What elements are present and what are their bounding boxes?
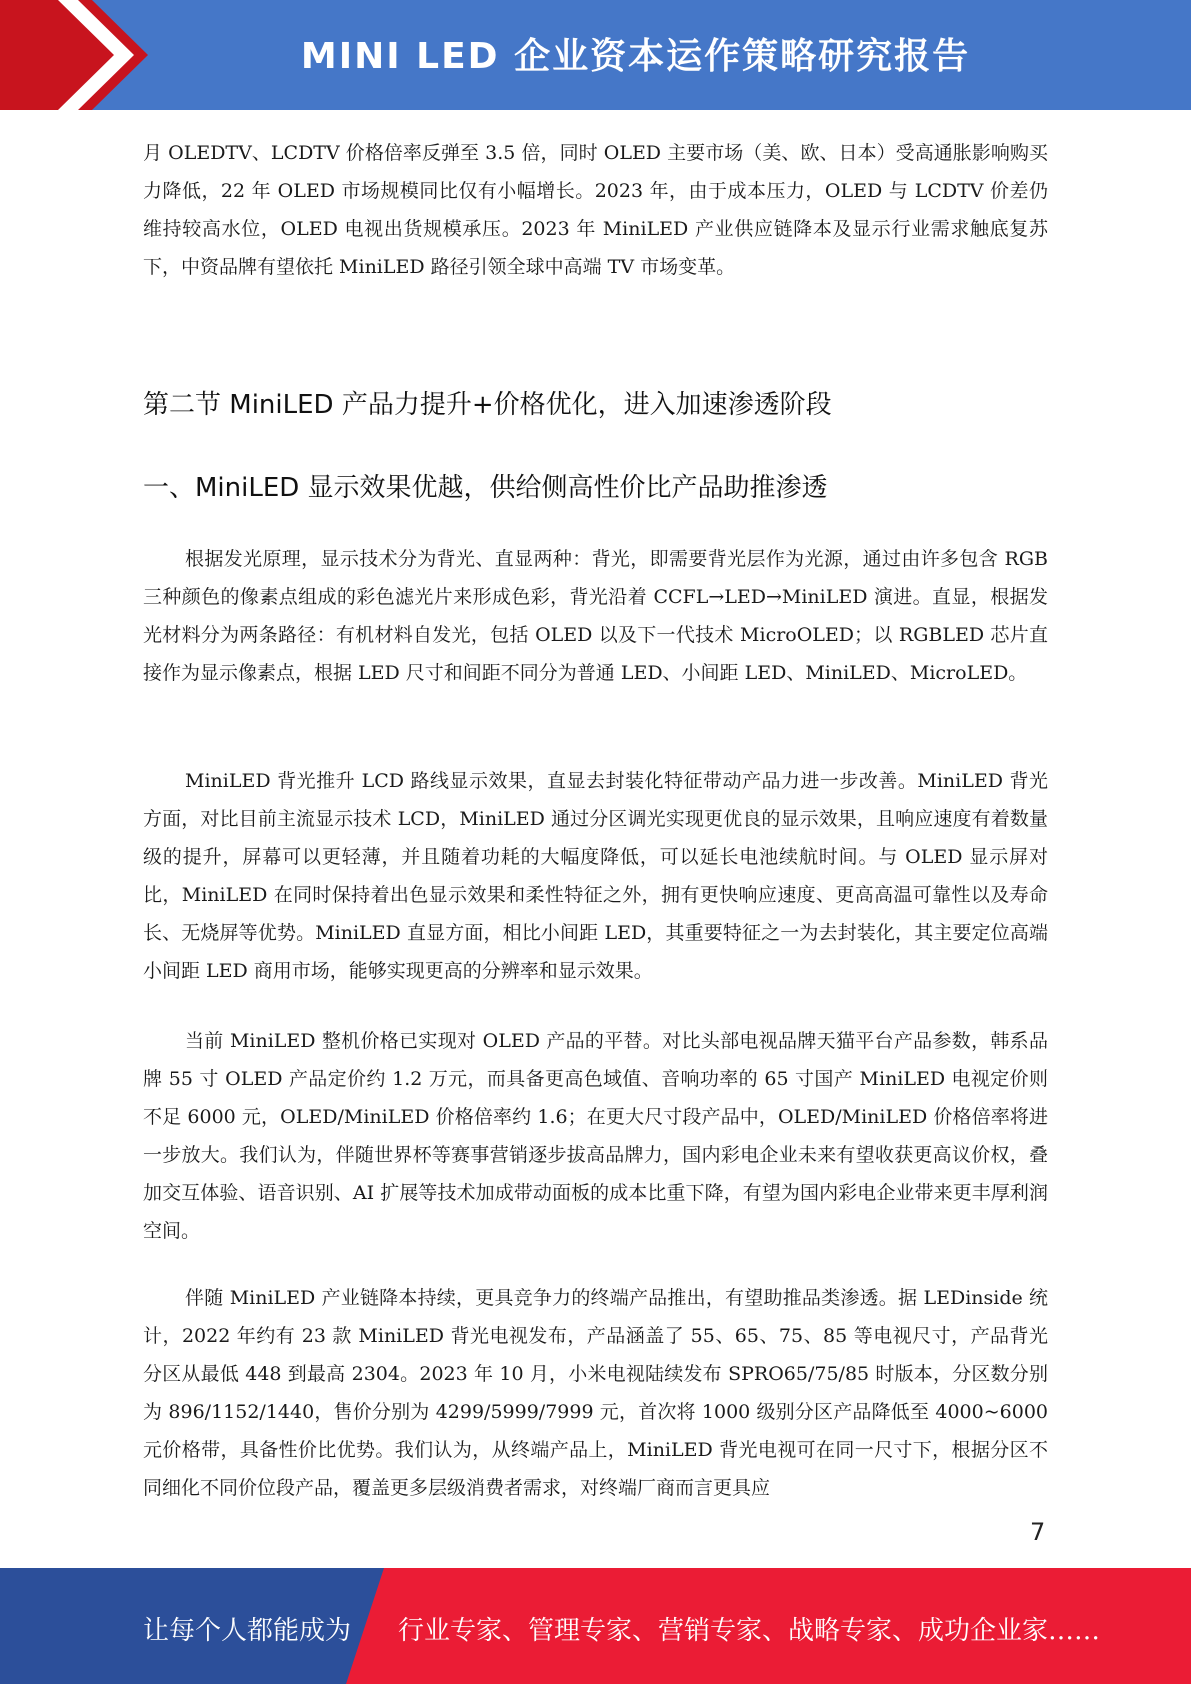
body-paragraph-3: 当前 MiniLED 整机价格已实现对 OLED 产品的平替。对比头部电视品牌天猫平台产品参数，韩系品牌 55 寸 OLED 产品定价约 1.2 万元，而具备更高色域值、音响功率的 65 寸国产 MiniLED 电视定价则不足 6000 元，OLED/MiniLED 价格倍率约 1.6；在更大尺寸段产品中，OLED/MiniLED 价格倍率将进一步放大。我们认为，伴随世界杯等赛事营销逐步拔高品牌力，国内彩电企业未来有望收获更高议价权，叠加交互体验、语音识别、AI 扩展等技术加成带动面板的成本比重下降，有望为国内彩电企业带来更丰厚利润空间。	[143, 1030, 1048, 1242]
paragraph-3-block	[143, 1022, 1048, 1250]
subsection-heading: 一、MiniLED 显示效果优越，供给侧高性价比产品助推渗透	[143, 473, 828, 503]
paragraph-1-block	[143, 540, 1048, 692]
footer-slogan-left: 让每个人都能成为	[143, 1616, 352, 1646]
footer-slogan-right: 行业专家、管理专家、营销专家、战略专家、成功企业家……	[398, 1616, 1101, 1646]
paragraph-2-block	[143, 762, 1048, 990]
section-heading: 第二节 MiniLED 产品力提升+价格优化，进入加速渗透阶段	[143, 390, 832, 420]
body-paragraph-4: 伴随 MiniLED 产业链降本持续，更具竞争力的终端产品推出，有望助推品类渗透。据 LEDinside 统计，2022 年约有 23 款 MiniLED 背光电视发布，产品涵盖了 55、65、75、85 等电视尺寸，产品背光分区从最低 448 到最高 2304。2023 年 10 月，小米电视陆续发布 SPRO65/75/85 时版本，分区数分别为 896/1152/1440，售价分别为 4299/5999/7999 元，首次将 1000 级别分区产品降低至 4000~6000 元价格带，具备性价比优势。我们认为，从终端产品上，MiniLED 背光电视可在同一尺寸下，根据分区不同细化不同价位段产品，覆盖更多层级消费者需求，对终端厂商而言更具应	[143, 1287, 1048, 1499]
page-number: 7	[1030, 1518, 1046, 1546]
body-paragraph-1: 根据发光原理，显示技术分为背光、直显两种：背光，即需要背光层作为光源，通过由许多包含 RGB 三种颜色的像素点组成的彩色滤光片来形成色彩，背光沿着 CCFL→LED→MiniLED 演进。直显，根据发光材料分为两条路径：有机材料自发光，包括 OLED 以及下一代技术 MicroOLED；以 RGBLED 芯片直接作为显示像素点，根据 LED 尺寸和间距不同分为普通 LED、小间距 LED、MiniLED、MicroLED。	[143, 548, 1048, 684]
header-title: MINI LED 企业资本运作策略研究报告	[300, 36, 971, 77]
paragraph-4-block	[143, 1279, 1048, 1507]
body-paragraph-2: MiniLED 背光推升 LCD 路线显示效果，直显去封装化特征带动产品力进一步改善。MiniLED 背光方面，对比目前主流显示技术 LCD，MiniLED 通过分区调光实现更优良的显示效果，且响应速度有着数量级的提升，屏幕可以更轻薄，并且随着功耗的大幅度降低，可以延长电池续航时间。与 OLED 显示屏对比，MiniLED 在同时保持着出色显示效果和柔性特征之外，拥有更快响应速度、更高高温可靠性以及寿命长、无烧屏等优势。MiniLED 直显方面，相比小间距 LED，其重要特征之一为去封装化，其主要定位高端小间距 LED 商用市场，能够实现更高的分辨率和显示效果。	[143, 770, 1048, 982]
page-header	[0, 0, 1191, 110]
page-footer	[0, 1568, 1191, 1684]
intro-paragraph: 月 OLEDTV、LCDTV 价格倍率反弹至 3.5 倍，同时 OLED 主要市场（美、欧、日本）受高通胀影响购买力降低，22 年 OLED 市场规模同比仅有小幅增长。2023 年，由于成本压力，OLED 与 LCDTV 价差仍维持较高水位，OLED 电视出货规模承压。2023 年 MiniLED 产业供应链降本及显示行业需求触底复苏下，中资品牌有望依托 MiniLED 路径引领全球中高端 TV 市场变革。	[143, 142, 1048, 278]
intro-block	[143, 134, 1048, 286]
